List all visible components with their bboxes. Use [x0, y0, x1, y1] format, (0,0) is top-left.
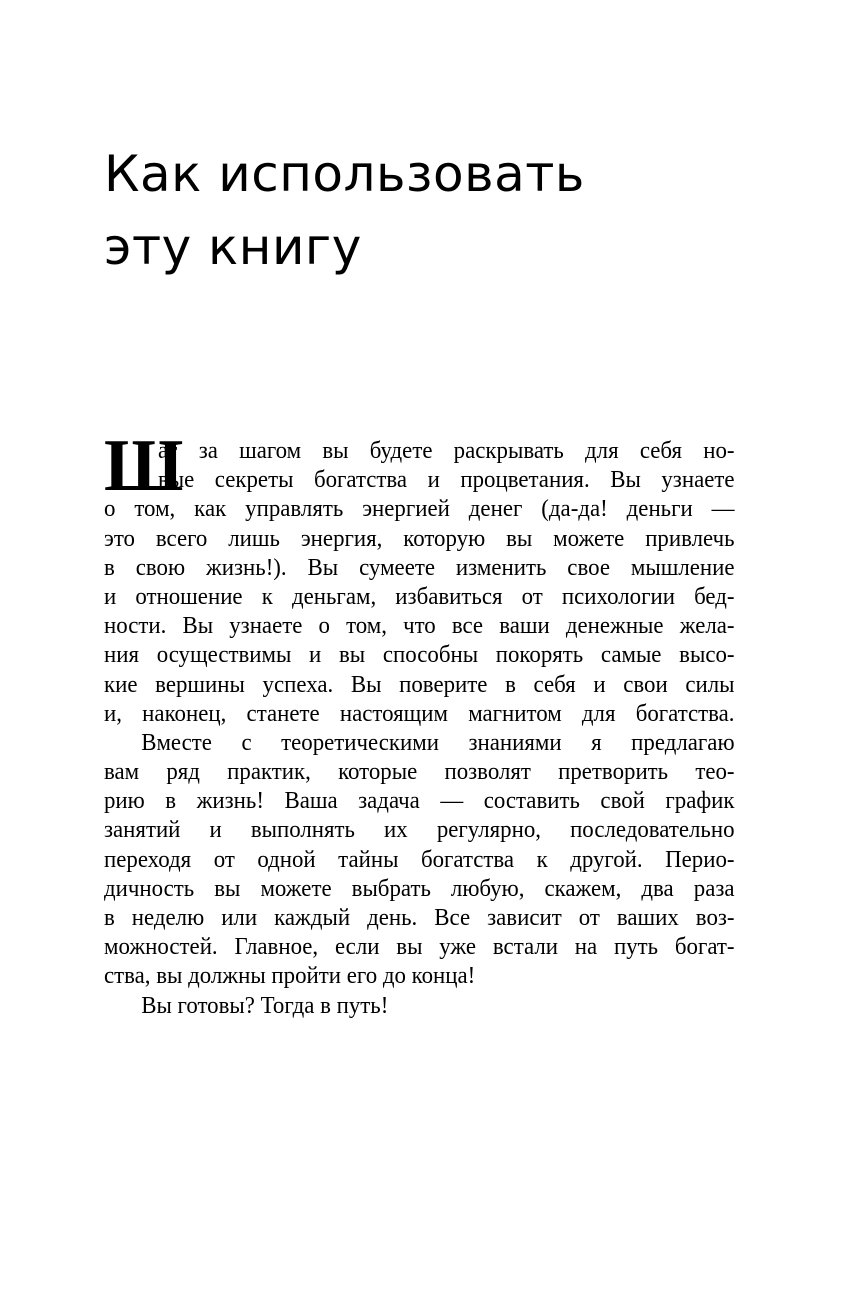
text-line: кие вершины успеха. Вы поверите в себя и свои силы: [104, 670, 735, 698]
text-line: о том, как управлять энергией денег (да-да! деньги —: [104, 495, 735, 523]
text-line: в свою жизнь!). Вы сумеете изменить свое мышление: [104, 553, 735, 581]
text-line: и отношение к деньгам, избавиться от психологии бед-: [104, 582, 735, 610]
drop-cap: Ш: [104, 425, 184, 507]
text-line: занятий и выполнять их регулярно, последовательно: [104, 816, 735, 844]
text-line: вые секреты богатства и процветания. Вы узнаете: [157, 466, 735, 494]
chapter-title-line-2: эту книгу: [104, 218, 362, 276]
text-line: переходя от одной тайны богатства к другой. Перио-: [104, 845, 735, 873]
text-line: это всего лишь энергия, которую вы можете привлечь: [104, 524, 735, 552]
text-line: ности. Вы узнаете о том, что все ваши денежные жела-: [104, 612, 735, 640]
text-line: ства, вы должны пройти его до конца!: [104, 962, 476, 990]
text-line: рию в жизнь! Ваша задача — составить свой график: [104, 787, 735, 815]
paragraph-2: [104, 728, 735, 991]
text-line: и, наконец, станете настоящим магнитом для богатства.: [104, 699, 735, 727]
chapter-title: [104, 138, 724, 284]
text-line: дичность вы можете выбрать любую, скажем, два раза: [104, 874, 735, 902]
text-line: можностей. Главное, если вы уже встали на путь богат-: [104, 933, 735, 961]
chapter-title-line-1: Как использовать: [104, 145, 585, 203]
text-line: Вы готовы? Тогда в путь!: [141, 991, 389, 1019]
paragraph-1: [104, 425, 735, 728]
text-line: в неделю или каждый день. Все зависит от ваших воз-: [104, 904, 735, 931]
text-line: вам ряд практик, которые позволят претворить тео-: [104, 758, 735, 786]
text-line: ния осуществимы и вы способны покорять самые высо-: [104, 641, 735, 669]
text-line: аг за шагом вы будете раскрывать для себя но-: [157, 437, 735, 464]
paragraph-3: [104, 991, 735, 1020]
text-line: Вместе с теоретическими знаниями я предлагаю: [141, 728, 735, 756]
body-text: [104, 425, 735, 1020]
